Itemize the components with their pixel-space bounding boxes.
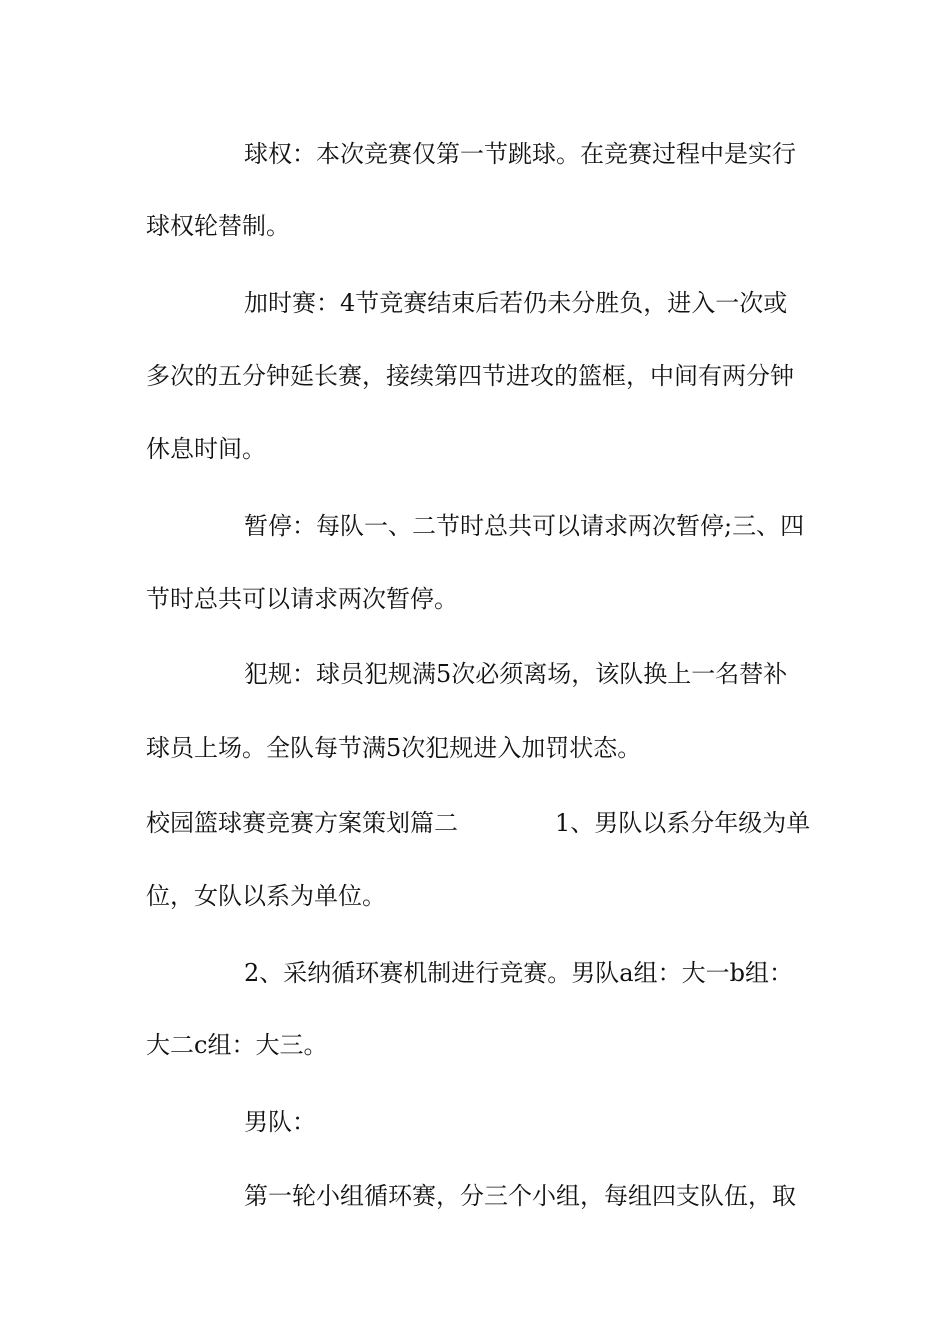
text-line: 大二c组：大三。 <box>146 1031 328 1059</box>
paragraph-line <box>0 728 950 768</box>
paragraph-line <box>0 283 950 323</box>
text-line: 节时总共可以请求两次暂停。 <box>146 585 458 613</box>
paragraph-line <box>0 579 950 619</box>
paragraph-line <box>0 506 950 546</box>
text-line: 球权：本次竞赛仅第一节跳球。在竞赛过程中是实行 <box>244 140 796 168</box>
text-line: 多次的五分钟延长赛，接续第四节进攻的篮框，中间有两分钟 <box>146 362 794 390</box>
text-line: 2、采纳循环赛机制进行竞赛。男队a组：大一b组： <box>244 959 793 987</box>
section-title: 校园篮球赛竞赛方案策划篇二 <box>146 809 458 837</box>
paragraph-line <box>0 356 950 396</box>
paragraph-line <box>0 1176 950 1216</box>
text-line: 第一轮小组循环赛，分三个小组，每组四支队伍，取 <box>244 1182 796 1210</box>
paragraph-line <box>0 134 950 174</box>
paragraph-line <box>0 429 950 469</box>
text-line: 暂停：每队一、二节时总共可以请求两次暂停;三、四 <box>244 512 805 540</box>
text-line: 加时赛：4节竞赛结束后若仍未分胜负，进入一次或 <box>244 289 788 317</box>
paragraph-line <box>0 1102 950 1142</box>
text-line: 球员上场。全队每节满5次犯规进入加罚状态。 <box>146 734 642 762</box>
paragraph-line <box>0 1025 950 1065</box>
text-line: 犯规：球员犯规满5次必须离场，该队换上一名替补 <box>244 660 788 688</box>
text-line: 位，女队以系为单位。 <box>146 882 386 910</box>
text-line: 男队： <box>244 1108 316 1136</box>
paragraph-line <box>0 654 950 694</box>
paragraph-line <box>0 876 950 916</box>
text-line: 1、男队以系分年级为单 <box>555 809 811 837</box>
paragraph-line <box>0 803 950 843</box>
text-line: 球权轮替制。 <box>146 212 290 240</box>
paragraph-line <box>0 206 950 246</box>
text-line: 休息时间。 <box>146 435 266 463</box>
paragraph-line <box>0 953 950 993</box>
